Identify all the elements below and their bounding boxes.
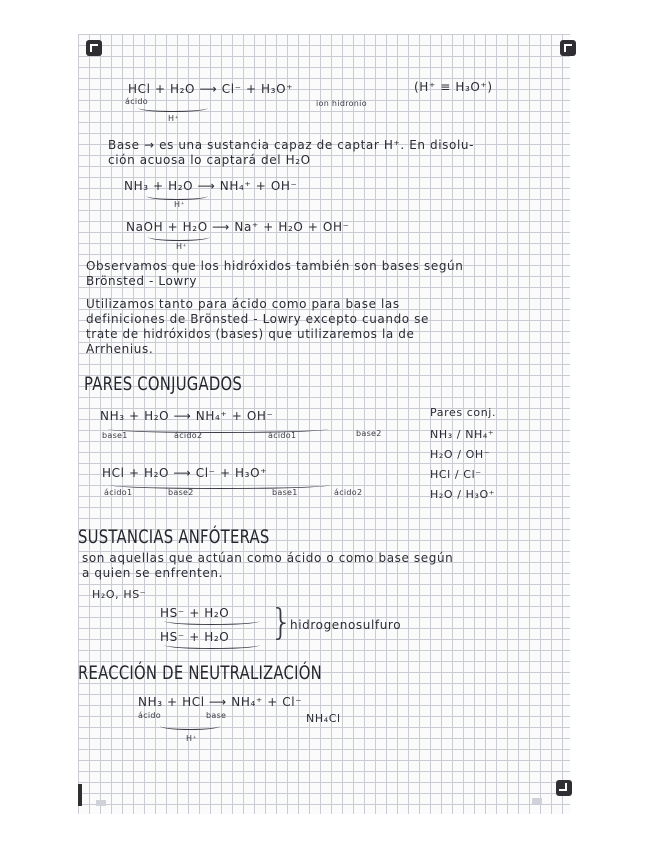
label-acid: ácido [138, 711, 161, 720]
heading-amphoteric: SUSTANCIAS ANFÓTERAS [78, 526, 270, 548]
corner-marker-icon [78, 784, 82, 806]
conjugate-pair-item: HCl / Cl⁻ [430, 468, 482, 481]
corner-marker-icon [556, 780, 572, 796]
pair-label: ácido1 [268, 431, 297, 440]
conjugate-pair-item: H₂O / OH⁻ [430, 448, 491, 461]
pair-label: base2 [356, 429, 382, 438]
label-proton: H⁺ [176, 242, 187, 251]
observation-line1: Observamos que los hidróxidos también son bases según [86, 259, 464, 273]
conjugate-pair-item: H₂O / H₃O⁺ [430, 488, 496, 501]
label-acid: ácido [125, 97, 148, 106]
pair-label: base1 [102, 431, 128, 440]
equation-acid-hcl: HCl + H₂O ⟶ Cl⁻ + H₃O⁺ [128, 82, 294, 96]
label-hydronium: ion hidronio [316, 99, 367, 108]
amphoteric-line1: son aquellas que actúan como ácido o como base según [82, 551, 454, 565]
proton-transfer-arrow [148, 233, 210, 241]
usage-line2: definiciones de Brönsted - Lowry excepto cuando se [86, 312, 429, 326]
label-base: base [206, 711, 227, 720]
proton-transfer-arrow [164, 617, 260, 625]
brace-glyph: } [270, 602, 293, 643]
observation-line2: Brönsted - Lowry [86, 274, 198, 288]
equation-pairs-hcl: HCl + H₂O ⟶ Cl⁻ + H₃O⁺ [102, 466, 268, 480]
conjugate-pairs-title: Pares conj. [430, 406, 497, 419]
proton-transfer-arrow [146, 192, 208, 200]
neutralization-product: NH₄Cl [306, 712, 341, 725]
pair-label: ácido2 [174, 431, 203, 440]
corner-mark [96, 800, 106, 806]
proton-transfer-arrow [138, 104, 208, 112]
amphoteric-line2: a quien se enfrenten. [82, 566, 223, 580]
label-proton: H⁺ [168, 114, 179, 123]
amphoteric-equation: HS⁻ + H₂O [160, 606, 230, 620]
pair-label: base2 [168, 488, 194, 497]
usage-line4: Arrhenius. [86, 342, 154, 356]
label-proton: H⁺ [186, 734, 197, 743]
base-definition-line2: ción acuosa lo captará del H₂O [108, 153, 311, 167]
pair-label: base1 [272, 488, 298, 497]
amphoteric-examples: H₂O, HS⁻ [92, 588, 147, 601]
pair-label: ácido1 [104, 488, 133, 497]
amphoteric-brace-label: hidrogenosulfuro [290, 618, 402, 632]
equation-nh3: NH₃ + H₂O ⟶ NH₄⁺ + OH⁻ [124, 179, 298, 193]
proton-transfer-arrow [164, 641, 260, 649]
corner-marker-icon [86, 40, 102, 56]
pair-label: ácido2 [334, 488, 363, 497]
pair-link [108, 425, 328, 433]
neutralization-equation: NH₃ + HCl ⟶ NH₄⁺ + Cl⁻ [138, 695, 303, 709]
label-proton: H⁺ [174, 200, 185, 209]
amphoteric-equation: HS⁻ + H₂O [160, 630, 230, 644]
corner-mark [532, 798, 542, 804]
corner-marker-icon [560, 40, 576, 56]
equation-equivalence: (H⁺ ≡ H₃O⁺) [414, 80, 493, 94]
heading-conjugate-pairs: PARES CONJUGADOS [84, 373, 243, 395]
pair-link [110, 481, 330, 489]
proton-transfer-arrow [160, 722, 220, 730]
conjugate-pair-item: NH₃ / NH₄⁺ [430, 428, 495, 441]
usage-line1: Utilizamos tanto para ácido como para base las [86, 297, 400, 311]
heading-neutralization: REACCIÓN DE NEUTRALIZACIÓN [78, 662, 322, 684]
base-definition-line1: Base → es una sustancia capaz de captar H⁺. En disolu- [108, 138, 475, 152]
equation-pairs-nh3: NH₃ + H₂O ⟶ NH₄⁺ + OH⁻ [100, 409, 274, 423]
usage-line3: trate de hidróxidos (bases) que utilizaremos la de [86, 327, 415, 341]
equation-naoh: NaOH + H₂O ⟶ Na⁺ + H₂O + OH⁻ [126, 220, 350, 234]
